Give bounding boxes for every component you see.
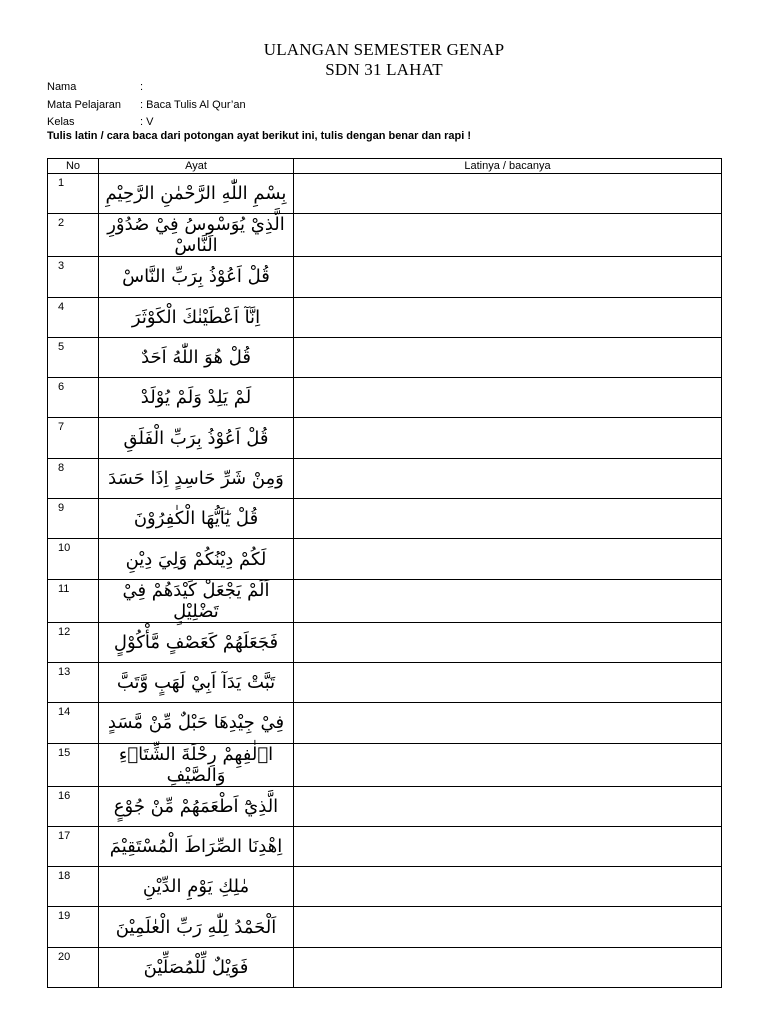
ayat-text: اٖلٰفِهِمْ رِحْلَةَ الشِّتَاۤءِ وَالصَّيْفِ xyxy=(99,743,294,786)
ayat-text: اَلَمْ يَجْعَلْ كَيْدَهُمْ فِيْ تَضْلِيْلٍ xyxy=(99,579,294,622)
answer-table xyxy=(47,158,722,988)
info-label: Kelas xyxy=(47,116,75,128)
latin-answer-cell[interactable] xyxy=(294,867,722,907)
table-row xyxy=(48,458,722,498)
table-header-row xyxy=(48,159,722,174)
exam-title: ULANGAN SEMESTER GENAP xyxy=(263,40,505,59)
table-row xyxy=(48,703,722,743)
row-number: 10 xyxy=(48,539,99,579)
table-row xyxy=(48,826,722,866)
table-row xyxy=(48,337,722,377)
student-info xyxy=(47,79,246,132)
ayat-text: فِيْ جِيْدِهَا حَبْلٌ مِّنْ مَّسَدٍ xyxy=(99,703,294,743)
info-value: : V xyxy=(140,116,154,128)
latin-answer-cell[interactable] xyxy=(294,539,722,579)
info-row-class xyxy=(47,114,246,132)
row-number: 15 xyxy=(48,743,99,786)
latin-answer-cell[interactable] xyxy=(294,662,722,702)
latin-answer-cell[interactable] xyxy=(294,786,722,826)
ayat-text: قُلْ يٰٓاَيُّهَا الْكٰفِرُوْنَ xyxy=(99,499,294,539)
row-number: 14 xyxy=(48,703,99,743)
ayat-text: الَّذِيْٓ اَطْعَمَهُمْ مِّنْ جُوْعٍ xyxy=(99,786,294,826)
row-number: 13 xyxy=(48,662,99,702)
row-number: 3 xyxy=(48,257,99,297)
latin-answer-cell[interactable] xyxy=(294,418,722,458)
row-number: 16 xyxy=(48,786,99,826)
ayat-text: لَمْ يَلِدْ وَلَمْ يُوْلَدْ xyxy=(99,378,294,418)
table-row xyxy=(48,662,722,702)
table-row xyxy=(48,257,722,297)
info-label: Nama xyxy=(47,81,77,93)
latin-answer-cell[interactable] xyxy=(294,579,722,622)
ayat-text: بِسْمِ اللّٰهِ الرَّحْمٰنِ الرَّحِيْمِ xyxy=(99,174,294,214)
info-value: : Baca Tulis Al Qur’an xyxy=(140,98,246,111)
ayat-text: وَمِنْ شَرِّ حَاسِدٍ اِذَا حَسَدَ xyxy=(99,458,294,498)
latin-answer-cell[interactable] xyxy=(294,174,722,214)
ayat-text: فَوَيْلٌ لِّلْمُصَلِّيْنَ xyxy=(99,947,294,987)
ayat-text: تَبَّتْ يَدَآ اَبِيْ لَهَبٍ وَّتَبَّ xyxy=(99,662,294,702)
table-row xyxy=(48,378,722,418)
row-number: 18 xyxy=(48,867,99,907)
latin-answer-cell[interactable] xyxy=(294,214,722,257)
ayat-text: لَكُمْ دِيْنُكُمْ وَلِيَ دِيْنِ xyxy=(99,539,294,579)
info-row-subject xyxy=(47,97,246,115)
row-number: 11 xyxy=(48,579,99,622)
table-row xyxy=(48,297,722,337)
table-row xyxy=(48,539,722,579)
info-value: : xyxy=(140,81,144,93)
ayat-text: قُلْ اَعُوْذُ بِرَبِّ النَّاسْ xyxy=(99,257,294,297)
header-latin: Latinya / bacanya xyxy=(294,159,722,174)
row-number: 1 xyxy=(48,174,99,214)
ayat-text: الَّذِيْ يُوَسْوِسُ فِيْ صُدُوْرِ النَّاسْ xyxy=(99,214,294,257)
table-row xyxy=(48,947,722,987)
latin-answer-cell[interactable] xyxy=(294,947,722,987)
latin-answer-cell[interactable] xyxy=(294,257,722,297)
header-no: No xyxy=(48,159,99,174)
latin-answer-cell[interactable] xyxy=(294,907,722,947)
row-number: 12 xyxy=(48,622,99,662)
latin-answer-cell[interactable] xyxy=(294,703,722,743)
latin-answer-cell[interactable] xyxy=(294,337,722,377)
ayat-text: اِنَّآ اَعْطَيْنٰكَ الْكَوْثَرَ xyxy=(99,297,294,337)
row-number: 5 xyxy=(48,337,99,377)
row-number: 17 xyxy=(48,826,99,866)
ayat-text: قُلْ هُوَ اللّٰهُ اَحَدٌ xyxy=(99,337,294,377)
table-row xyxy=(48,743,722,786)
latin-answer-cell[interactable] xyxy=(294,458,722,498)
table-row xyxy=(48,622,722,662)
info-row-nama xyxy=(47,79,246,97)
table-row xyxy=(48,499,722,539)
latin-answer-cell[interactable] xyxy=(294,378,722,418)
ayat-text: فَجَعَلَهُمْ كَعَصْفٍ مَّأْكُوْلٍ xyxy=(99,622,294,662)
ayat-text: اَلْحَمْدُ لِلّٰهِ رَبِّ الْعٰلَمِيْنَ xyxy=(99,907,294,947)
table-row xyxy=(48,867,722,907)
row-number: 2 xyxy=(48,214,99,257)
ayat-text: قُلْ اَعُوْذُ بِرَبِّ الْفَلَقِ xyxy=(99,418,294,458)
row-number: 19 xyxy=(48,907,99,947)
header-ayat: Ayat xyxy=(99,159,294,174)
table-row xyxy=(48,786,722,826)
table-row xyxy=(48,579,722,622)
instruction-text: Tulis latin / cara baca dari potongan ayat berikut ini, tulis dengan benar dan rapi ! xyxy=(47,130,471,142)
latin-answer-cell[interactable] xyxy=(294,826,722,866)
table-row xyxy=(48,907,722,947)
table-row xyxy=(48,174,722,214)
latin-answer-cell[interactable] xyxy=(294,297,722,337)
row-number: 20 xyxy=(48,947,99,987)
latin-answer-cell[interactable] xyxy=(294,622,722,662)
table-row xyxy=(48,214,722,257)
school-name: SDN 31 LAHAT xyxy=(325,60,443,79)
latin-answer-cell[interactable] xyxy=(294,499,722,539)
latin-answer-cell[interactable] xyxy=(294,743,722,786)
table-row xyxy=(48,418,722,458)
ayat-text: اِهْدِنَا الصِّرَاطَ الْمُسْتَقِيْمَ xyxy=(99,826,294,866)
ayat-text: مٰلِكِ يَوْمِ الدِّيْنِ xyxy=(99,867,294,907)
row-number: 8 xyxy=(48,458,99,498)
row-number: 4 xyxy=(48,297,99,337)
row-number: 6 xyxy=(48,378,99,418)
info-label: Mata Pelajaran xyxy=(47,98,121,111)
row-number: 7 xyxy=(48,418,99,458)
row-number: 9 xyxy=(48,499,99,539)
